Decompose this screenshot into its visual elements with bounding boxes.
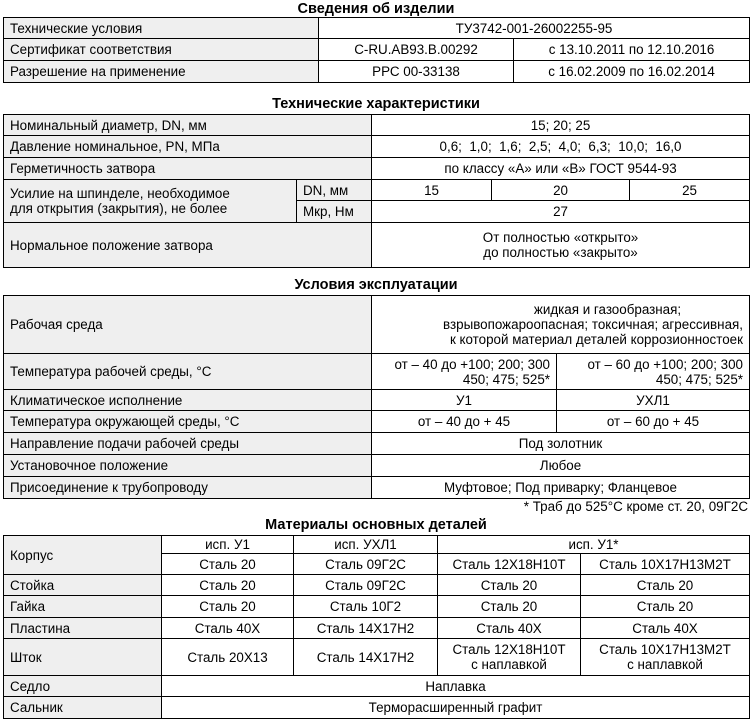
cond-label: Температура окружающей среды, °С	[4, 411, 372, 433]
mat-value: Сталь 20	[438, 596, 581, 618]
table-row	[4, 433, 750, 455]
mat-value	[438, 639, 581, 676]
mat-title: Материалы основных деталей	[265, 517, 487, 533]
cond-table	[3, 295, 750, 499]
tech-value: 0,6; 1,0; 1,6; 2,5; 4,0; 6,3; 10,0; 16,0	[372, 136, 750, 158]
force-m-value: 27	[372, 201, 750, 223]
mat-value: Сталь 20	[438, 575, 581, 596]
mat-head: исп. У1*	[438, 536, 750, 554]
force-dn-value: 25	[630, 180, 750, 201]
tech-value: по классу «А» или «В» ГОСТ 9544-93	[372, 158, 750, 180]
mat-value: Сталь 12Х18Н10Т	[438, 554, 581, 575]
mat-label: Гайка	[4, 596, 162, 618]
shtok-steel: Сталь 10Х17Н13М2Т	[599, 642, 731, 657]
medium-line2: взрывопожароопасная; токсичная; агрессивная,	[443, 317, 743, 332]
mat-value: Сталь 10Х17Н13М2Т	[581, 554, 750, 575]
mat-head: исп. УХЛ1	[294, 536, 438, 554]
mat-value: Сталь 14Х17Н2	[294, 618, 438, 639]
table-row	[4, 618, 750, 639]
mat-value: Сталь 20	[581, 575, 750, 596]
info-label: Разрешение на применение	[4, 61, 319, 83]
table-row	[4, 575, 750, 596]
table-row	[4, 411, 750, 433]
cond-title: Условия эксплуатации	[294, 277, 458, 293]
mat-value	[581, 639, 750, 676]
mat-value: Сталь 14Х17Н2	[294, 639, 438, 676]
cond-value	[372, 296, 750, 354]
mat-value: Терморасширенный графит	[162, 697, 750, 719]
mat-table	[3, 535, 750, 719]
force-label-line1: Усилие на шпинделе, необходимое	[10, 186, 230, 201]
cond-value	[372, 354, 557, 390]
table-row	[4, 223, 750, 268]
table-row	[4, 180, 750, 201]
mat-label: Сальник	[4, 697, 162, 719]
table-row	[4, 39, 750, 61]
mat-value: Сталь 09Г2С	[294, 554, 438, 575]
mat-value: Сталь 40Х	[581, 618, 750, 639]
cond-value: Любое	[372, 455, 750, 477]
table-row	[4, 18, 750, 39]
info-table	[3, 17, 750, 83]
mat-value: Сталь 20	[162, 596, 294, 618]
table-row	[4, 697, 750, 719]
table-row	[4, 115, 750, 136]
tech-table	[3, 114, 750, 268]
temp-a-line2: 450; 475; 525*	[462, 371, 550, 387]
cond-label: Присоединение к трубопроводу	[4, 477, 372, 499]
cond-label: Направление подачи рабочей среды	[4, 433, 372, 455]
tech-label: Номинальный диаметр, DN, мм	[4, 115, 372, 136]
temp-a-line1: от – 40 до +100; 200; 300	[394, 356, 550, 372]
mat-value: Сталь 40Х	[438, 618, 581, 639]
table-row	[4, 536, 750, 554]
cond-label: Температура рабочей среды, °С	[4, 354, 372, 390]
mat-head: исп. У1	[162, 536, 294, 554]
cond-value: от – 40 до + 45	[372, 411, 557, 433]
force-m-label: Мкр, Нм	[297, 201, 372, 223]
mat-label: Корпус	[4, 536, 162, 575]
info-period: с 16.02.2009 по 16.02.2014	[514, 61, 750, 83]
table-row	[4, 158, 750, 180]
table-row	[4, 296, 750, 354]
mat-label: Шток	[4, 639, 162, 676]
info-label: Технические условия	[4, 18, 319, 39]
info-value: ТУ3742-001-26002255-95	[319, 18, 750, 39]
table-row	[4, 354, 750, 390]
table-row	[4, 477, 750, 499]
cond-value: У1	[372, 390, 557, 411]
tech-label: Герметичность затвора	[4, 158, 372, 180]
info-period: с 13.10.2011 по 12.10.2016	[514, 39, 750, 61]
medium-line1: жидкая и газообразная;	[533, 302, 682, 317]
info-value: РРС 00-33138	[319, 61, 514, 83]
force-label-line2: для открытия (закрытия), не более	[10, 201, 228, 216]
tech-label: Нормальное положение затвора	[4, 223, 372, 268]
normal-value-line2: до полностью «закрыто»	[483, 245, 638, 260]
force-dn-value: 15	[372, 180, 492, 201]
cond-value: Муфтовое; Под приварку; Фланцевое	[372, 477, 750, 499]
mat-label: Стойка	[4, 575, 162, 596]
cond-label: Климатическое исполнение	[4, 390, 372, 411]
table-row	[4, 455, 750, 477]
mat-value: Сталь 09Г2С	[294, 575, 438, 596]
temp-b-line2: 450; 475; 525*	[655, 371, 743, 387]
table-row	[4, 676, 750, 697]
info-title: Сведения об изделии	[297, 1, 455, 17]
mat-value: Сталь 40Х	[162, 618, 294, 639]
cond-value	[557, 354, 750, 390]
tech-label	[4, 180, 297, 223]
shtok-extra: с наплавкой	[627, 657, 703, 672]
cond-label: Рабочая среда	[4, 296, 372, 354]
table-row	[4, 596, 750, 618]
mat-label: Седло	[4, 676, 162, 697]
table-row	[4, 61, 750, 83]
tech-value: 15; 20; 25	[372, 115, 750, 136]
mat-value: Сталь 20	[162, 575, 294, 596]
tech-title: Технические характеристики	[272, 96, 480, 112]
table-row	[4, 639, 750, 676]
mat-label: Пластина	[4, 618, 162, 639]
table-row	[4, 390, 750, 411]
mat-value: Сталь 20Х13	[162, 639, 294, 676]
tech-value	[372, 223, 750, 268]
footnote: * Траб до 525°С кроме ст. 20, 09Г2С	[523, 499, 748, 514]
mat-value: Сталь 20	[162, 554, 294, 575]
normal-value-line1: От полностью «открыто»	[482, 230, 639, 245]
shtok-steel: Сталь 12Х18Н10Т	[452, 642, 566, 657]
cond-value: УХЛ1	[557, 390, 750, 411]
info-value: C-RU.AB93.B.00292	[319, 39, 514, 61]
table-row	[4, 136, 750, 158]
mat-value: Наплавка	[162, 676, 750, 697]
cond-label: Установочное положение	[4, 455, 372, 477]
shtok-extra: с наплавкой	[471, 657, 547, 672]
info-label: Сертификат соответствия	[4, 39, 319, 61]
medium-line3: к которой материал деталей коррозионностоек	[449, 332, 743, 347]
temp-b-line1: от – 60 до +100; 200; 300	[587, 356, 743, 372]
mat-value: Сталь 10Г2	[294, 596, 438, 618]
force-dn-label: DN, мм	[297, 180, 372, 201]
force-dn-value: 20	[492, 180, 630, 201]
tech-label: Давление номинальное, PN, МПа	[4, 136, 372, 158]
cond-value: от – 60 до + 45	[557, 411, 750, 433]
cond-value: Под золотник	[372, 433, 750, 455]
mat-value: Сталь 20	[581, 596, 750, 618]
